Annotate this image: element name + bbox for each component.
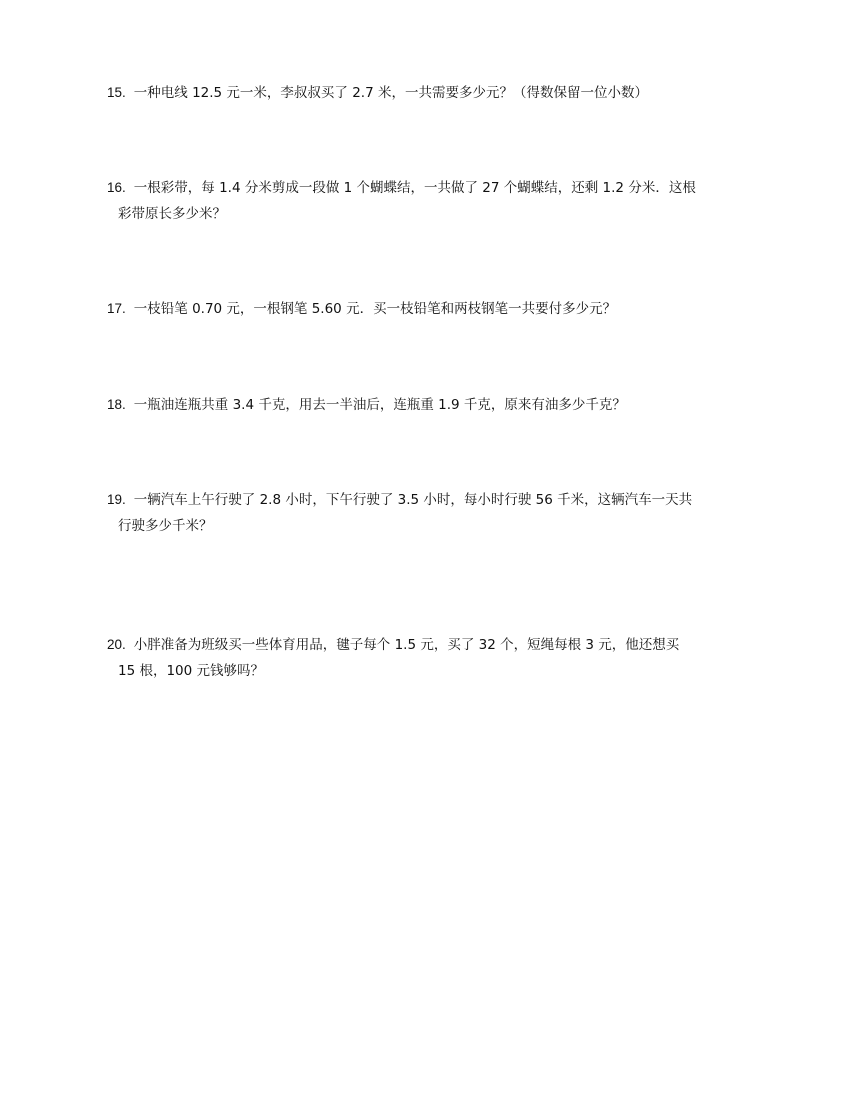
question-line [107,80,763,106]
question-20 [107,632,763,684]
question-line [107,296,763,322]
question-number: 18. [107,397,126,412]
question-number: 17. [107,301,126,316]
question-text: 行驶多少千米？ [118,518,213,534]
question-17 [107,296,763,322]
question-19 [107,487,763,539]
question-text: 一辆汽车上午行驶了 2.8 小时，下午行驶了 3.5 小时，每小时行驶 56 千米，这辆汽车一天共 [133,492,693,508]
question-18 [107,392,763,418]
question-line-continuation [107,201,763,227]
question-line-continuation [107,658,763,684]
question-line-continuation [107,513,763,539]
question-text: 彩带原长多少米？ [118,206,226,222]
question-text: 15 根，100 元钱够吗？ [118,663,265,679]
question-text: 一根彩带，每 1.4 分米剪成一段做 1 个蝴蝶结，一共做了 27 个蝴蝶结，还剩 1.2 分米．这根 [133,180,696,196]
question-number: 16. [107,180,126,195]
question-line [107,487,763,513]
question-15 [107,80,763,106]
question-line [107,632,763,658]
question-line [107,392,763,418]
question-text: 小胖准备为班级买一些体育用品，毽子每个 1.5 元，买了 32 个，短绳每根 3 元，他还想买 [133,637,680,653]
question-number: 19. [107,492,126,507]
question-text: 一种电线 12.5 元一米，李叔叔买了 2.7 米，一共需要多少元？（得数保留一位小数） [133,85,648,101]
question-number: 20. [107,637,126,652]
question-line [107,175,763,201]
question-16 [107,175,763,227]
question-text: 一瓶油连瓶共重 3.4 千克，用去一半油后，连瓶重 1.9 千克，原来有油多少千克？ [133,397,626,413]
question-number: 15. [107,85,126,100]
question-text: 一枝铅笔 0.70 元，一根钢笔 5.60 元．买一枝铅笔和两枝钢笔一共要付多少元？ [133,301,617,317]
